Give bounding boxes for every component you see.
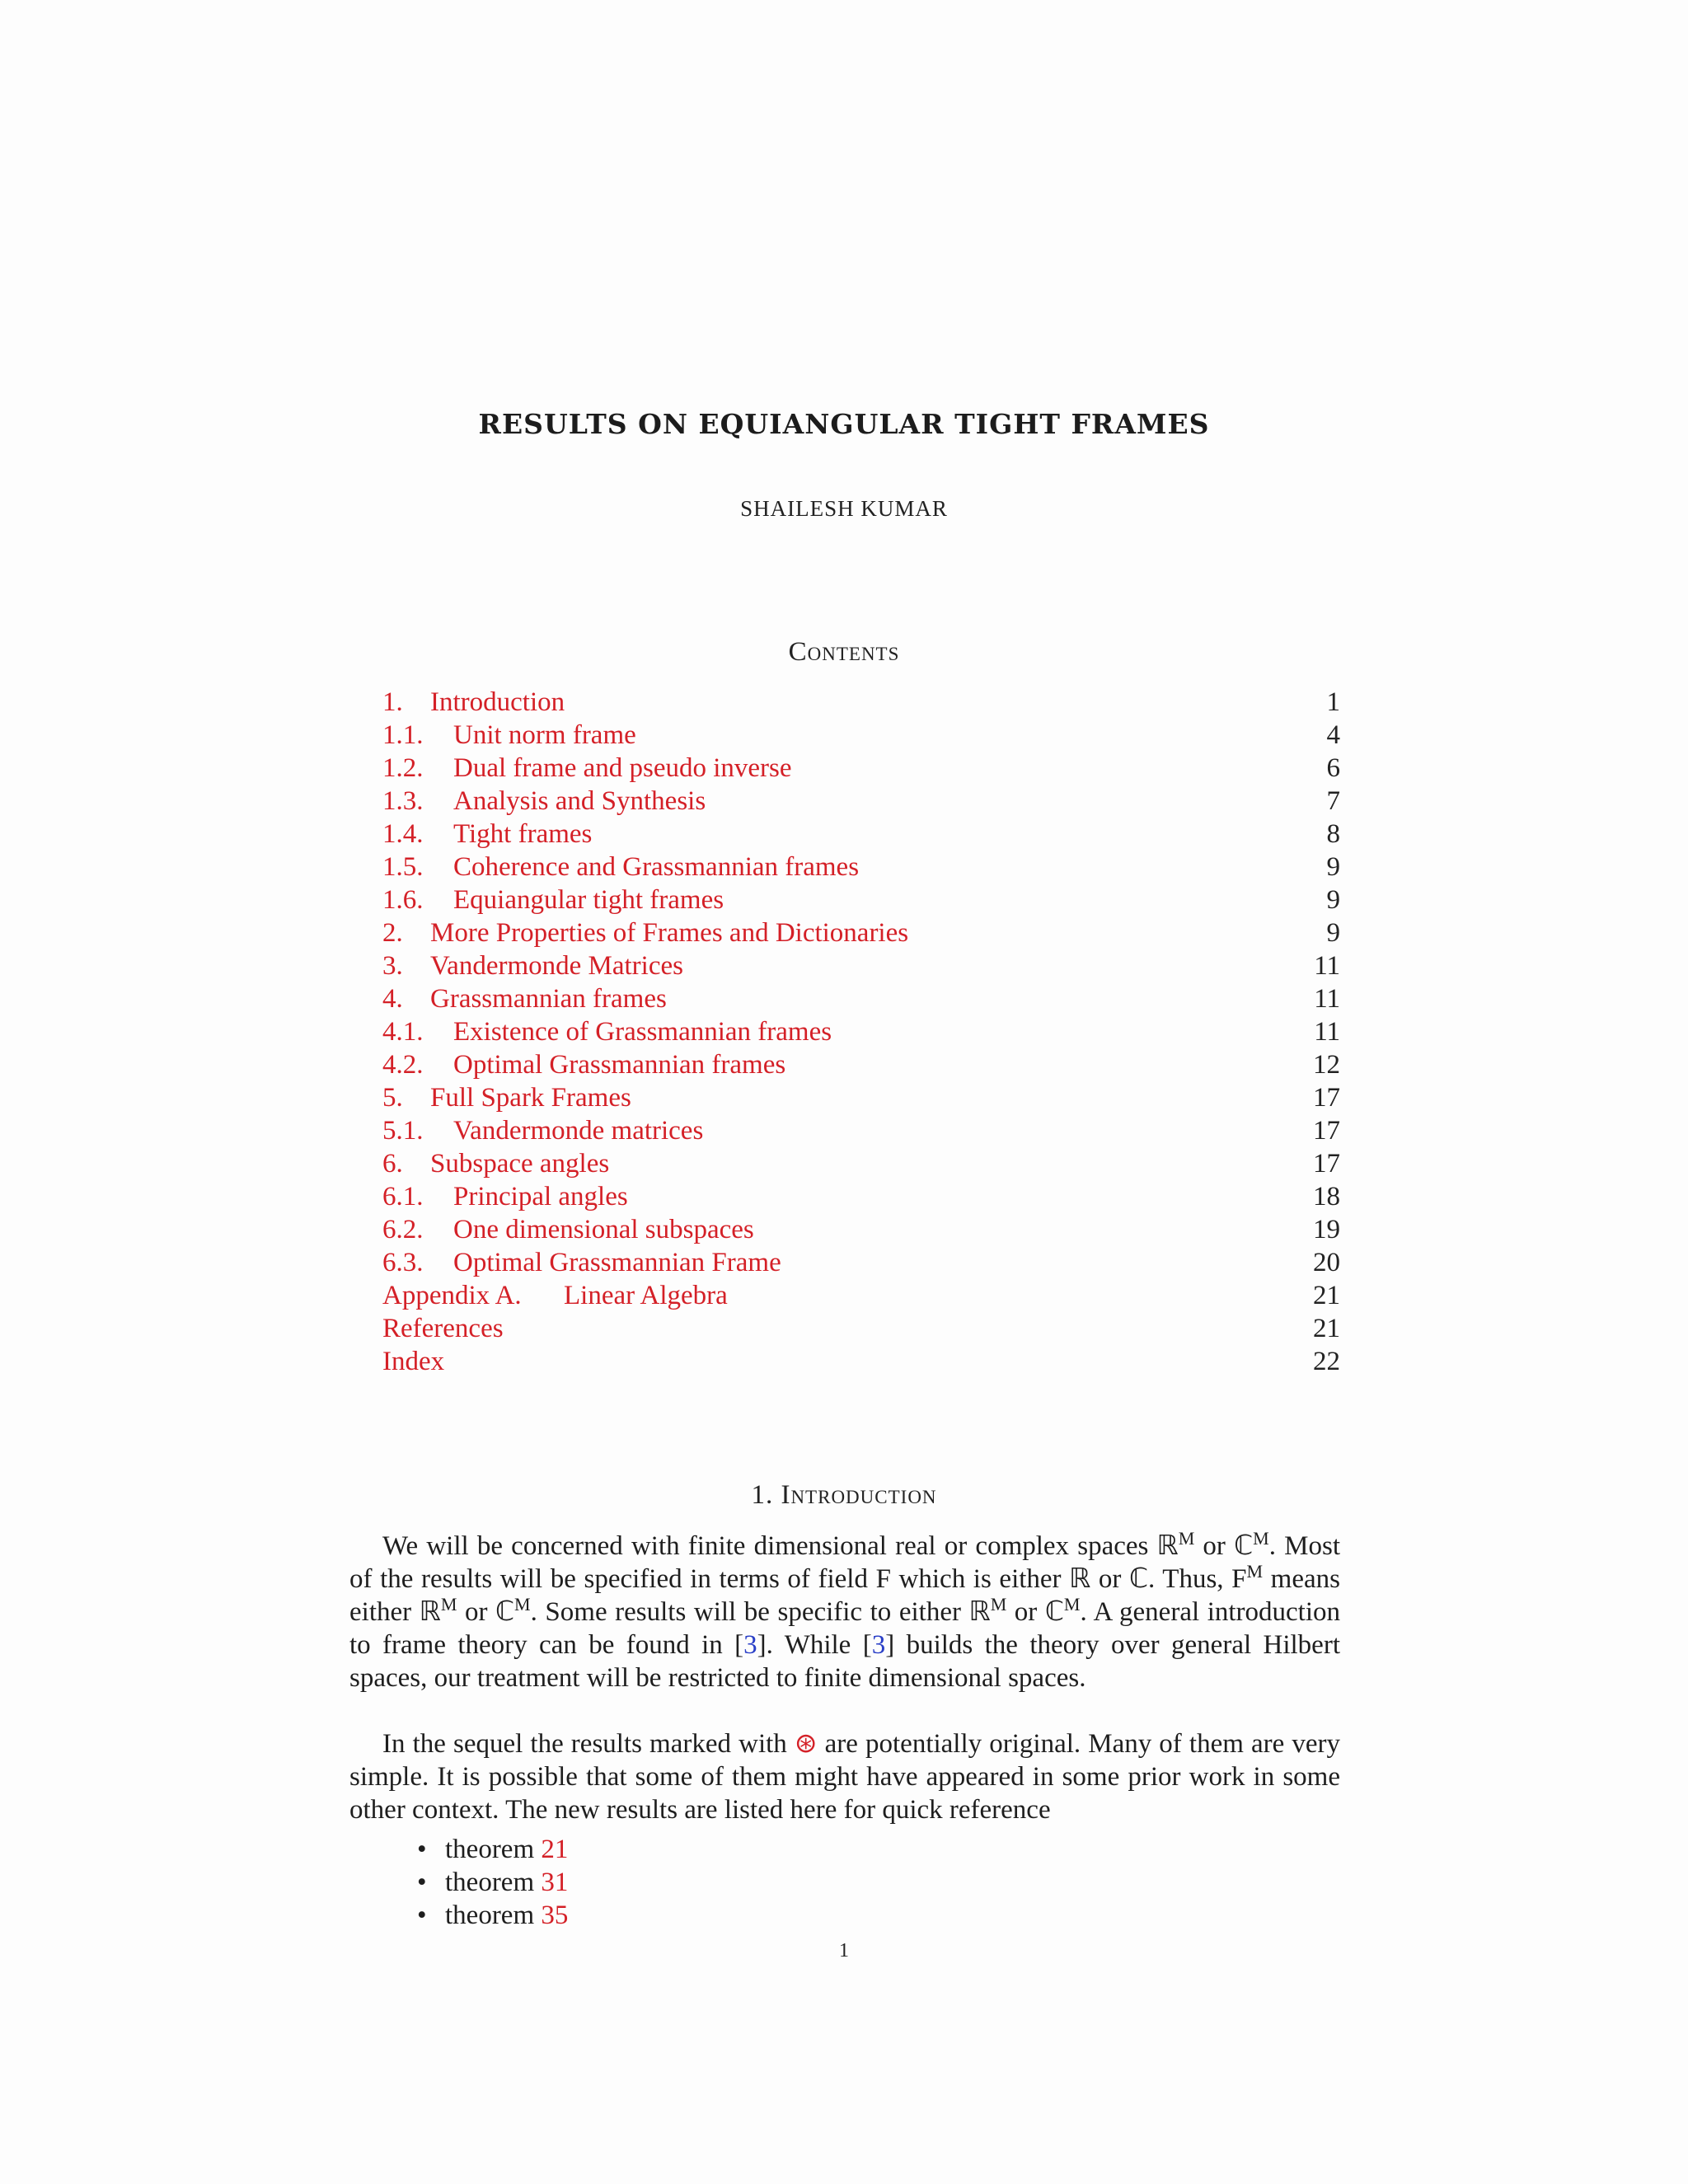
superscript: M: [514, 1594, 531, 1615]
toc-entry-label[interactable]: Dual frame and pseudo inverse: [453, 753, 792, 783]
toc-entry-label[interactable]: Full Spark Frames: [430, 1083, 631, 1113]
toc-entry[interactable]: [382, 1147, 1340, 1180]
toc-entry[interactable]: [382, 1246, 1340, 1279]
toc-entry-label[interactable]: Unit norm frame: [453, 720, 636, 750]
toc-entry[interactable]: [382, 851, 1340, 883]
toc-entry-page: 17: [1313, 1149, 1340, 1179]
toc-entry[interactable]: [382, 818, 1340, 851]
toc-entry[interactable]: [382, 982, 1340, 1015]
toc-entry-number[interactable]: 5.: [382, 1083, 403, 1113]
toc-entry-label[interactable]: Vandermonde Matrices: [430, 951, 683, 981]
toc-entry-page: 17: [1313, 1083, 1340, 1113]
toc-entry[interactable]: [382, 719, 1340, 752]
list-item: [417, 1866, 912, 1899]
toc-entry-label[interactable]: Existence of Grassmannian frames: [453, 1017, 832, 1047]
toc-entry-label[interactable]: Grassmannian frames: [430, 984, 667, 1014]
toc-entry-label[interactable]: Introduction: [430, 687, 565, 717]
intro-paragraph-1: [349, 1530, 1340, 1694]
toc-entry-page: 22: [1313, 1347, 1340, 1376]
superscript: M: [1063, 1594, 1081, 1615]
toc-entry-page: 21: [1313, 1281, 1340, 1310]
toc-entry-page: 21: [1313, 1314, 1340, 1343]
page-number: 1: [839, 1940, 849, 1961]
citation-link[interactable]: 3: [743, 1630, 757, 1660]
toc-entry-label[interactable]: Analysis and Synthesis: [453, 786, 706, 816]
toc-entry[interactable]: [382, 686, 1340, 719]
toc-entry[interactable]: [382, 1081, 1340, 1114]
superscript: M: [1253, 1528, 1269, 1549]
bullet-icon: •: [417, 1868, 427, 1897]
section-number: 1.: [751, 1480, 774, 1510]
text-span: . Some results will be specific to either ℝ: [530, 1597, 991, 1627]
toc-entry[interactable]: [382, 883, 1340, 916]
section-heading-introduction: [0, 1480, 1688, 1511]
text-span: ]. While [: [757, 1630, 872, 1660]
text-span: In the sequel the results marked with: [382, 1729, 795, 1759]
text-span: We will be concerned with finite dimensional real or complex spaces ℝ: [382, 1531, 1179, 1561]
superscript: M: [990, 1594, 1007, 1615]
original-result-marker-icon: ⊛: [794, 1729, 818, 1759]
toc-entry-page: 9: [1326, 918, 1340, 948]
superscript: M: [440, 1594, 457, 1615]
toc-entry-number[interactable]: 6.2.: [382, 1215, 424, 1244]
toc-entry-page: 1: [1326, 687, 1340, 717]
toc-entry-label[interactable]: Index: [382, 1347, 445, 1376]
toc-entry-label[interactable]: Optimal Grassmannian Frame: [453, 1248, 781, 1277]
toc-entry-number[interactable]: 6.1.: [382, 1182, 424, 1212]
toc-entry-label[interactable]: Tight frames: [453, 819, 593, 849]
toc-entry-number[interactable]: 4.: [382, 984, 403, 1014]
toc-entry-number[interactable]: 6.: [382, 1149, 403, 1179]
list-item: [417, 1899, 912, 1932]
author-name: SHAILESH KUMAR: [740, 496, 948, 521]
list-item-text: theorem: [445, 1835, 535, 1864]
table-of-contents: [382, 686, 1340, 1378]
toc-entry-number[interactable]: 1.3.: [382, 786, 424, 816]
toc-entry-number[interactable]: Appendix A.: [382, 1281, 522, 1310]
theorem-ref-link[interactable]: 21: [541, 1835, 569, 1864]
section-title: Introduction: [781, 1480, 937, 1510]
bullet-icon: •: [417, 1835, 427, 1864]
toc-entry[interactable]: [382, 785, 1340, 818]
toc-entry-page: 20: [1313, 1248, 1340, 1277]
superscript: M: [1246, 1561, 1264, 1582]
toc-entry-number[interactable]: 1.1.: [382, 720, 424, 750]
toc-entry-number[interactable]: 4.2.: [382, 1050, 424, 1080]
toc-entry-page: 19: [1313, 1215, 1340, 1244]
bullet-icon: •: [417, 1900, 427, 1930]
toc-entry[interactable]: [382, 1114, 1340, 1147]
text-span: are potentially original. Many of them are very simple. It is possible that some of them might have appeared in some prior work in some other context. The new results are listed here for quick reference: [349, 1729, 1340, 1825]
toc-entry-page: 12: [1313, 1050, 1340, 1080]
theorem-ref-link[interactable]: 31: [541, 1868, 569, 1897]
toc-entry-label[interactable]: Subspace angles: [430, 1149, 610, 1179]
toc-entry-label[interactable]: More Properties of Frames and Dictionaries: [430, 918, 909, 948]
list-item-text: theorem: [445, 1900, 535, 1930]
toc-entry-number[interactable]: 1.2.: [382, 753, 424, 783]
toc-entry-number[interactable]: 4.1.: [382, 1017, 424, 1047]
toc-entry-number[interactable]: 2.: [382, 918, 403, 948]
citation-link[interactable]: 3: [871, 1630, 886, 1660]
toc-entry-number[interactable]: 1.4.: [382, 819, 424, 849]
list-item-text: theorem: [445, 1868, 535, 1897]
toc-entry-label[interactable]: One dimensional subspaces: [453, 1215, 754, 1244]
toc-entry[interactable]: [382, 1213, 1340, 1246]
toc-entry[interactable]: [382, 1279, 1340, 1312]
text-span: . Most of the results will be specified in terms of field F which is either ℝ or ℂ. Thus, F: [349, 1531, 1341, 1594]
toc-entry-label[interactable]: Linear Algebra: [564, 1281, 728, 1310]
intro-paragraph-2: [349, 1727, 1340, 1826]
toc-entry-label[interactable]: Optimal Grassmannian frames: [453, 1050, 786, 1080]
toc-entry-page: 8: [1326, 819, 1340, 849]
toc-entry[interactable]: [382, 1312, 1340, 1345]
superscript: M: [1178, 1528, 1195, 1549]
theorem-ref-link[interactable]: 35: [541, 1900, 569, 1930]
toc-entry[interactable]: [382, 1015, 1340, 1048]
new-results-list: [417, 1833, 912, 1932]
text-span: or ℂ: [1006, 1597, 1064, 1627]
text-span: or ℂ: [457, 1597, 515, 1627]
toc-entry[interactable]: [382, 949, 1340, 982]
paper-title: RESULTS ON EQUIANGULAR TIGHT FRAMES: [478, 408, 1210, 440]
toc-entry-number[interactable]: 1.: [382, 687, 403, 717]
list-item: [417, 1833, 912, 1866]
toc-entry[interactable]: [382, 752, 1340, 785]
toc-entry-page: 6: [1326, 753, 1340, 783]
toc-entry-number[interactable]: 3.: [382, 951, 403, 981]
toc-entry-label[interactable]: Vandermonde matrices: [453, 1116, 704, 1146]
toc-entry[interactable]: [382, 1180, 1340, 1213]
toc-entry[interactable]: [382, 1048, 1340, 1081]
text-span: or ℂ: [1194, 1531, 1254, 1561]
toc-entry-label[interactable]: Coherence and Grassmannian frames: [453, 852, 860, 882]
toc-entry-page: 11: [1314, 984, 1340, 1014]
toc-entry-number[interactable]: 1.5.: [382, 852, 424, 882]
toc-entry-label[interactable]: References: [382, 1314, 504, 1343]
toc-entry-label[interactable]: Principal angles: [453, 1182, 628, 1212]
toc-entry-number[interactable]: 6.3.: [382, 1248, 424, 1277]
contents-heading: Contents: [788, 637, 900, 667]
toc-entry-page: 4: [1326, 720, 1340, 750]
toc-entry-page: 11: [1314, 1017, 1340, 1047]
toc-entry-page: 9: [1326, 852, 1340, 882]
toc-entry-label[interactable]: Equiangular tight frames: [453, 885, 724, 915]
toc-entry[interactable]: [382, 1345, 1340, 1378]
toc-entry-number[interactable]: 1.6.: [382, 885, 424, 915]
toc-entry-page: 17: [1313, 1116, 1340, 1146]
toc-entry-page: 9: [1326, 885, 1340, 915]
toc-entry-page: 11: [1314, 951, 1340, 981]
text-span: . A general introduction to frame theory can be found in [: [349, 1597, 1340, 1660]
toc-entry-page: 7: [1326, 786, 1340, 816]
toc-entry[interactable]: [382, 916, 1340, 949]
toc-entry-page: 18: [1313, 1182, 1340, 1212]
toc-entry-number[interactable]: 5.1.: [382, 1116, 424, 1146]
text-span: means either ℝ: [349, 1564, 1340, 1627]
text-span: ] builds the theory over general Hilbert spaces, our treatment will be restricted to finite dimensional spaces.: [349, 1630, 1340, 1693]
